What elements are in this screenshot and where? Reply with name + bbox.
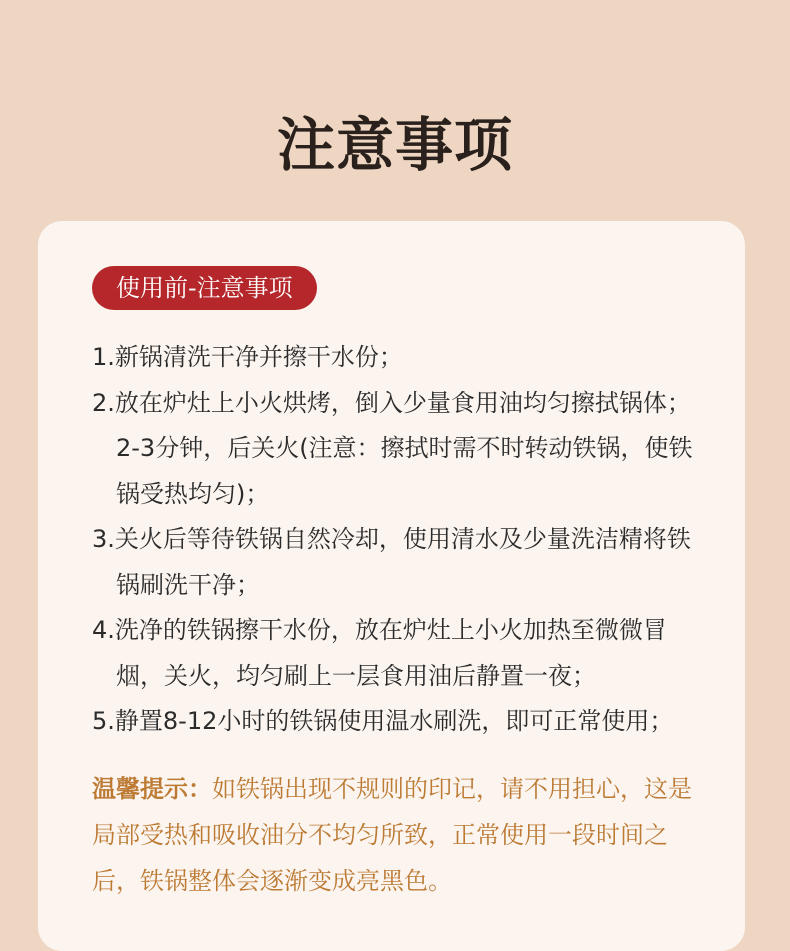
section-badge: 使用前-注意事项 xyxy=(92,266,317,310)
step-item: 3.关火后等待铁锅自然冷却，使用清水及少量洗洁精将铁锅刷洗干净； xyxy=(92,525,691,599)
page-title: 注意事项 xyxy=(276,111,513,179)
step-item: 5.静置8-12小时的铁锅使用温水刷洗，即可正常使用； xyxy=(92,707,674,735)
steps-list xyxy=(92,335,712,745)
tip-text: 如铁锅出现不规则的印记，请不用担心，这是局部受热和吸收油分不均匀所致，正常使用一段时间之后，铁锅整体会逐渐变成亮黑色。 xyxy=(92,775,692,895)
step-item: 2.放在炉灶上小火烘烤，倒入少量食用油均匀擦拭锅体；2-3分钟，后关火(注意：擦拭时需不时转动铁锅，使铁锅受热均匀)； xyxy=(92,388,693,508)
step-item: 1.新锅清洗干净并擦干水份； xyxy=(92,343,403,371)
tip-label: 温馨提示： xyxy=(92,775,212,803)
step-item: 4.洗净的铁锅擦干水份，放在炉灶上小火加热至微微冒烟，关火，均匀刷上一层食用油后静置一夜； xyxy=(92,616,667,690)
notice-card xyxy=(38,221,745,951)
warm-tip xyxy=(92,766,712,904)
